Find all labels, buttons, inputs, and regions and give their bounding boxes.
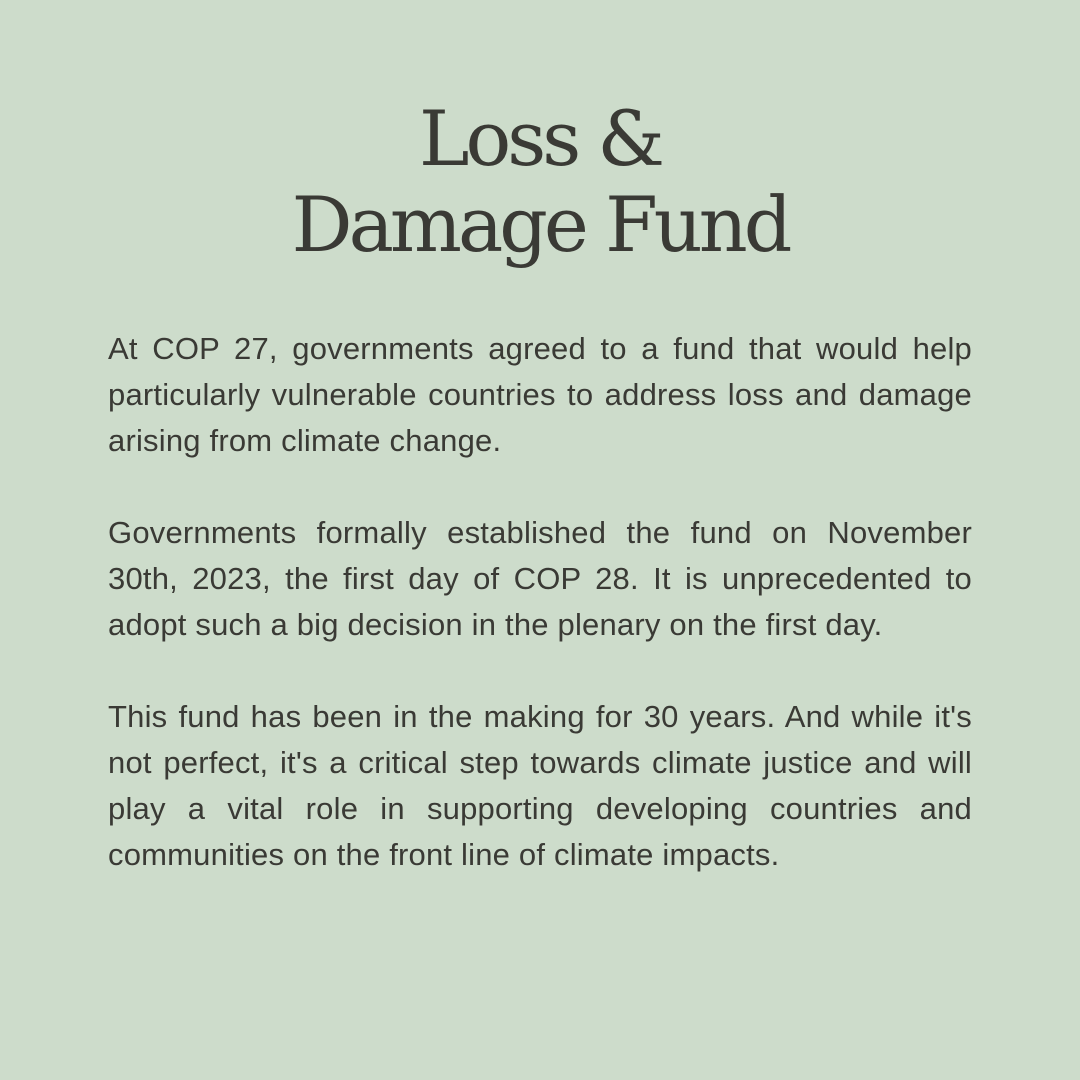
title-line-2: Damage Fund: [291, 180, 789, 269]
paragraph-cop27: At COP 27, governments agreed to a fund that would help particularly vulnerable countries to address loss and damage arising from climate change.: [108, 331, 972, 458]
page-title: [0, 96, 1080, 268]
title-line-1: Loss &: [418, 94, 662, 183]
body-text: [108, 326, 972, 878]
paragraph-climate-justice: This fund has been in the making for 30 years. And while it's not perfect, it's a critical step towards climate justice and will play a vital role in supporting developing countries and communities on the front line of climate impacts.: [108, 699, 972, 872]
paragraph-cop28: Governments formally established the fund on November 30th, 2023, the first day of COP 28. It is unprecedented to adopt such a big decision in the plenary on the first day.: [108, 515, 972, 642]
